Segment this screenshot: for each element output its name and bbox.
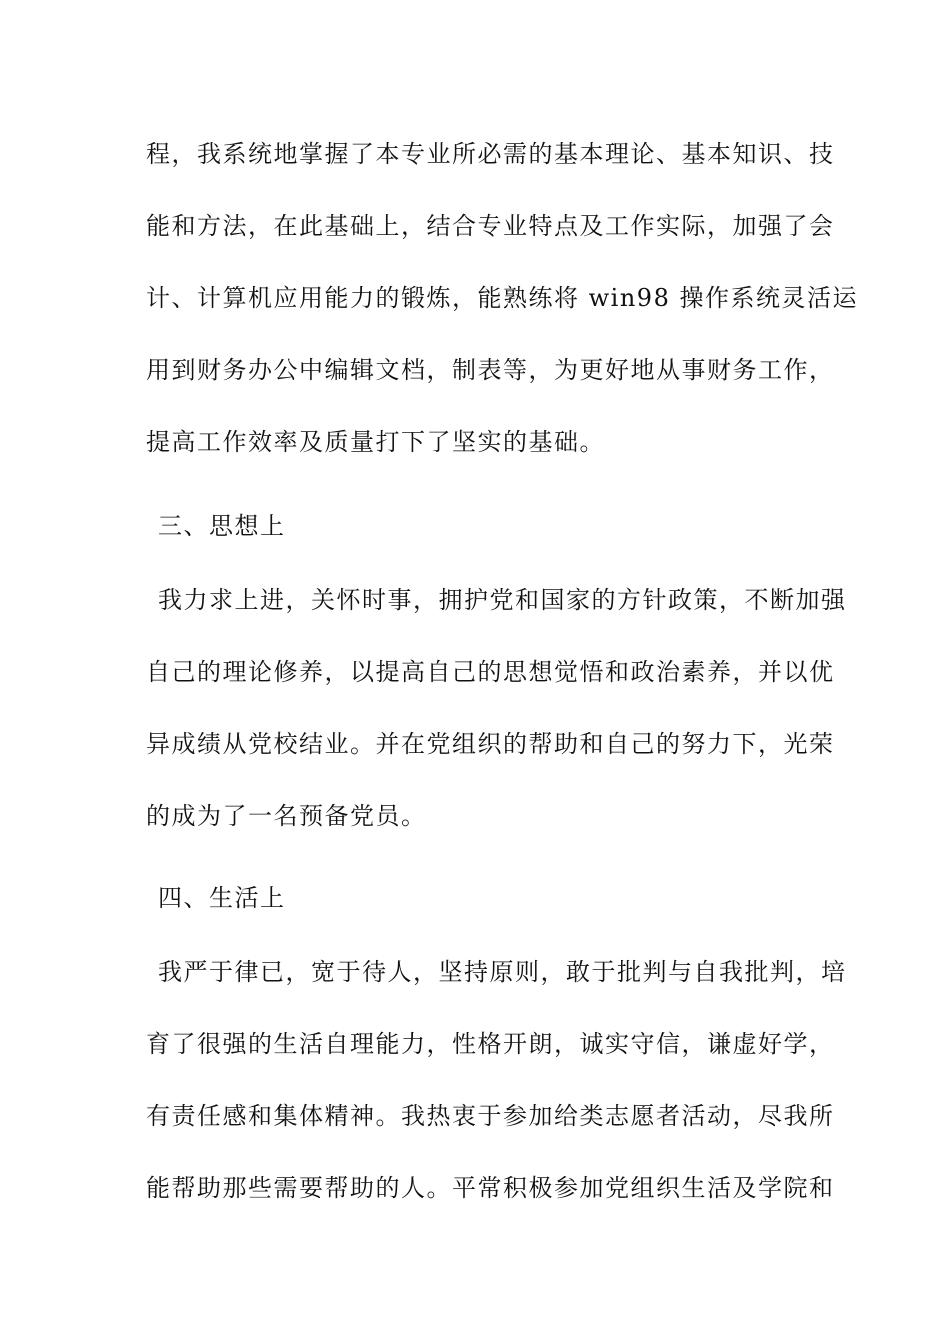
paragraph-line: 能帮助那些需要帮助的人。平常积极参加党组织生活及学院和 [146,1174,835,1202]
paragraph-line: 自己的理论修养，以提高自己的思想觉悟和政治素养，并以优 [146,658,835,686]
paragraph-line: 我严于律已，宽于待人，坚持原则，敢于批判与自我批判，培 [158,958,847,986]
paragraph-line: 育了很强的生活自理能力，性格开朗，诚实守信，谦虚好学， [146,1030,835,1058]
paragraph-line: 有责任感和集体精神。我热衷于参加给类志愿者活动，尽我所 [146,1102,835,1130]
paragraph-line: 异成绩从党校结业。并在党组织的帮助和自己的努力下，光荣 [146,730,835,758]
section-heading: 三、思想上 [158,512,286,540]
paragraph-line: 能和方法，在此基础上，结合专业特点及工作实际，加强了会 [146,212,835,240]
paragraph-line: 提高工作效率及质量打下了坚实的基础。 [146,428,605,456]
paragraph-line: 我力求上进，关怀时事，拥护党和国家的方针政策，不断加强 [158,586,847,614]
paragraph-line: 用到财务办公中编辑文档，制表等，为更好地从事财务工作， [146,356,835,384]
paragraph-line: 程，我系统地掌握了本专业所必需的基本理论、基本知识、技 [146,140,835,168]
section-heading: 四、生活上 [158,884,286,912]
paragraph-line: 计、计算机应用能力的锻炼，能熟练将 win98 操作系统灵活运 [146,284,858,312]
paragraph-line: 的成为了一名预备党员。 [146,802,427,830]
